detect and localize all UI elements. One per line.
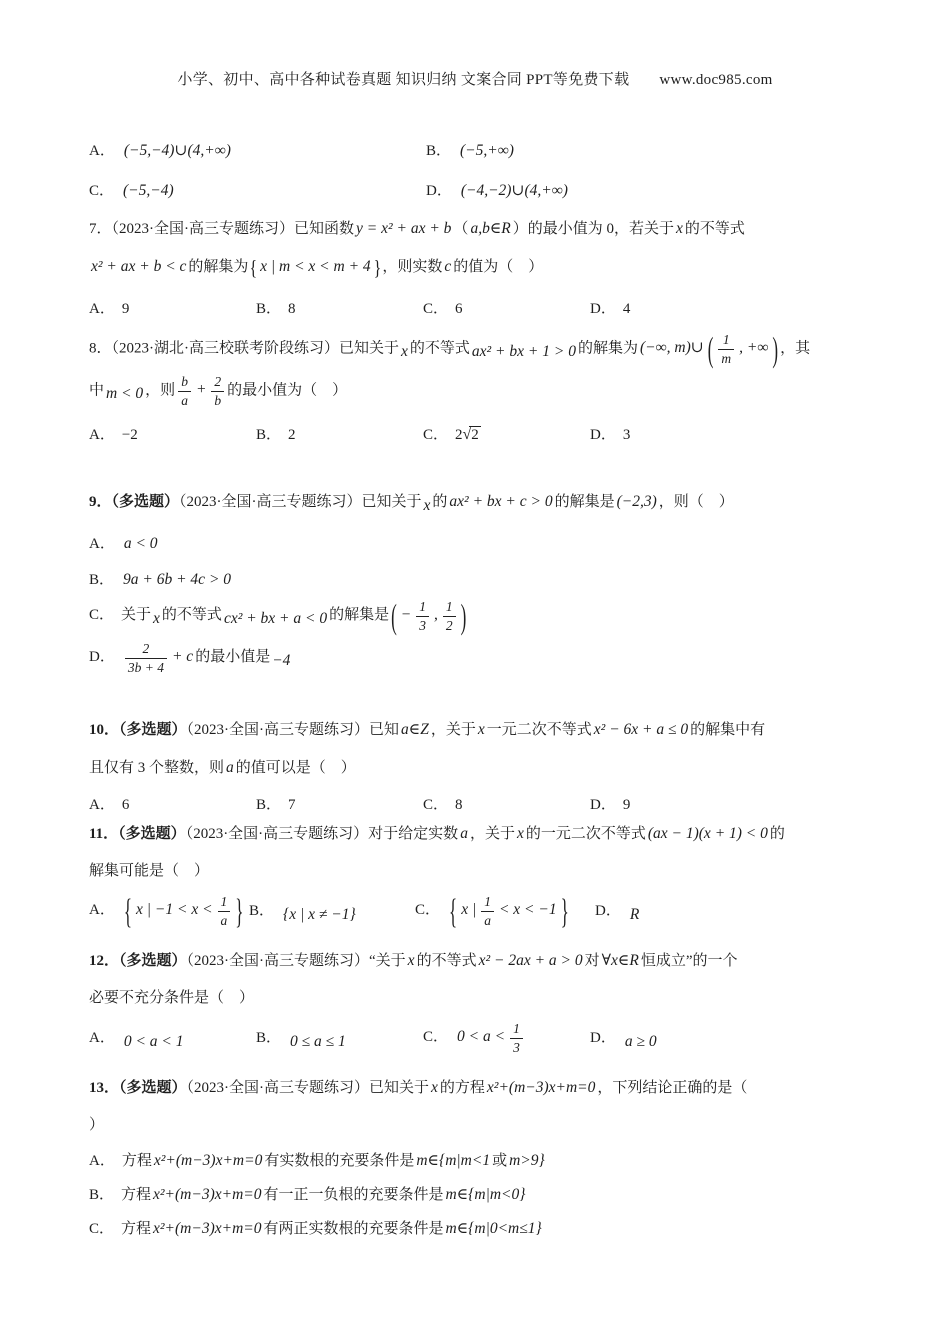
question-7-text-line-1	[89, 216, 874, 242]
big-delimiter: {	[123, 891, 133, 931]
text-segment: 的	[769, 826, 785, 842]
option-label: C．	[415, 902, 441, 919]
option-content	[623, 427, 631, 443]
question-7-option-d	[590, 297, 874, 322]
text-segment: （	[453, 221, 469, 237]
text-segment: −2	[121, 426, 138, 443]
question-13-text-line-1	[89, 1075, 874, 1101]
text-segment: （2023·全国·高三专题练习）“关于	[186, 953, 406, 969]
text-segment: 8	[288, 301, 296, 317]
question-13-text-line-2	[89, 1113, 874, 1138]
question-6-option-c	[89, 178, 426, 204]
math-segment: x	[676, 220, 683, 237]
math-segment: −4	[272, 652, 291, 670]
big-delimiter: }	[560, 891, 569, 931]
math-segment: 9a + 6b + 4c > 0	[123, 571, 232, 588]
text-segment: 方程	[121, 1187, 152, 1203]
question-12-option-grid	[89, 1021, 874, 1055]
option-content	[628, 903, 641, 923]
big-delimiter: (	[707, 329, 714, 369]
option-label: D．	[590, 426, 616, 443]
option-label: D．	[590, 797, 616, 813]
option-label: D．	[595, 903, 621, 919]
fraction-numerator: 1	[513, 1021, 520, 1036]
text-segment: ，下列结论正确的是（	[597, 1080, 748, 1096]
math-segment: x	[477, 721, 485, 738]
text-segment: 的解集为	[577, 340, 638, 357]
math-segment: m < 0	[106, 385, 144, 403]
big-delimiter: )	[772, 329, 779, 369]
option-label: A．	[89, 536, 115, 552]
math-segment: x² − 2ax + a > 0	[478, 952, 583, 969]
text-segment: 解集可能是（ ）	[89, 863, 210, 879]
math-segment: 0 < a <	[457, 1028, 506, 1046]
question-10	[89, 717, 874, 818]
text-segment: ，则	[145, 382, 176, 399]
question-9-option-a	[89, 531, 874, 557]
question-10-option-d	[590, 793, 874, 818]
text-segment: ，其	[780, 340, 811, 357]
math-segment: x	[407, 952, 415, 969]
option-content	[455, 1021, 526, 1055]
question-7-option-b	[256, 297, 423, 322]
math-segment: x²+(m−3)x+m=0	[153, 1152, 263, 1169]
text-segment: 7．（2023·全国·高三专题练习）已知函数	[89, 221, 354, 237]
big-delimiter: }	[235, 891, 244, 931]
fraction	[218, 894, 231, 928]
option-content	[122, 143, 233, 159]
option-content	[623, 797, 631, 813]
option-label: C．	[89, 1221, 115, 1237]
math-segment: −	[400, 606, 412, 624]
text-segment: ）	[89, 1117, 105, 1133]
text-segment: 9	[622, 797, 631, 813]
text-segment: 2	[288, 426, 296, 443]
text-segment: 6	[121, 797, 130, 813]
option-label: B．	[256, 797, 282, 813]
question-12-text-line-1	[89, 948, 874, 974]
question-11-option-grid	[89, 891, 874, 931]
option-content	[122, 891, 246, 931]
fraction-denominator: 2	[443, 616, 456, 634]
question-13-option-c	[89, 1216, 874, 1242]
math-segment: x²+(m−3)x+m=0	[486, 1079, 596, 1096]
option-content	[623, 301, 631, 317]
fraction-denominator: a	[481, 911, 494, 929]
bold-text-segment: 9．（多选题）	[89, 494, 180, 510]
math-segment: x | −1 < x <	[136, 901, 213, 919]
option-content	[288, 797, 296, 813]
question-8-option-d	[590, 423, 874, 448]
math-segment: x	[431, 1079, 438, 1096]
option-label: A．	[89, 1030, 115, 1046]
option-label: C．	[423, 1029, 449, 1046]
text-segment: 的最小值是	[195, 649, 271, 666]
question-12-text-line-2	[89, 986, 874, 1011]
math-segment: (−5,+∞)	[460, 142, 514, 159]
question-9-option-d	[89, 641, 874, 675]
question-11-option-c	[415, 891, 595, 931]
question-13	[89, 1075, 874, 1242]
option-label: C．	[423, 797, 449, 813]
text-segment: 8	[455, 797, 463, 813]
option-content	[455, 427, 481, 443]
math-segment: c	[444, 258, 452, 275]
option-label: C．	[89, 183, 115, 199]
math-segment: x	[401, 343, 408, 361]
fraction-denominator: 3	[416, 616, 429, 634]
option-label: B．	[256, 1030, 282, 1046]
fraction-denominator: 3	[510, 1038, 523, 1056]
text-segment: （2023·全国·高三专题练习）对于给定实数	[185, 826, 459, 842]
math-segment: x²+(m−3)x+m=0	[153, 1220, 262, 1237]
fraction	[211, 374, 224, 408]
math-segment: x |	[461, 901, 477, 919]
question-9-option-c	[89, 596, 874, 636]
text-segment: 4	[622, 301, 631, 317]
option-content	[288, 1030, 348, 1050]
math-segment: a,b∈R	[470, 220, 511, 237]
math-segment: x	[423, 497, 431, 514]
text-segment: 必要不充分条件是（ ）	[89, 990, 255, 1006]
header-title: 小学、初中、高中各种试卷真题 知识归纳 文案合同 PPT等免费下载	[177, 72, 630, 88]
text-segment: 8．（2023·湖北·高三校联考阶段练习）已知关于	[89, 340, 399, 357]
set-brace: {	[249, 257, 258, 280]
fraction-denominator: m	[718, 349, 734, 367]
question-12-option-b	[256, 1025, 423, 1051]
text-segment: 的不等式	[161, 607, 222, 624]
math-segment: x	[153, 610, 160, 628]
question-6-options	[89, 138, 874, 204]
text-segment: 2	[455, 427, 463, 443]
question-8	[89, 329, 874, 448]
question-12-option-d	[590, 1025, 874, 1051]
option-content	[455, 797, 463, 813]
option-content	[122, 1153, 547, 1169]
math-segment: x | m < x < m + 4	[260, 258, 371, 275]
question-12-option-a	[89, 1025, 256, 1051]
question-8-option-a	[89, 423, 256, 448]
radical-sign: √	[462, 426, 472, 443]
big-delimiter: )	[460, 596, 467, 636]
option-label: B．	[89, 572, 115, 588]
bold-text-segment: 13．（多选题）	[89, 1080, 187, 1096]
math-segment: 0 < a < 1	[123, 1033, 184, 1050]
big-delimiter: (	[391, 596, 397, 636]
text-segment: 的解集是	[329, 607, 390, 624]
question-8-text-line-1	[89, 329, 874, 369]
fraction-denominator: b	[211, 391, 224, 409]
option-content	[459, 183, 570, 199]
fraction-numerator: b	[181, 374, 188, 389]
fraction-numerator: 2	[214, 374, 222, 389]
option-content	[122, 641, 293, 675]
question-10-option-grid	[89, 793, 874, 818]
square-root	[463, 422, 481, 448]
option-content	[623, 1030, 659, 1050]
option-label: B．	[249, 903, 275, 919]
question-12	[89, 948, 874, 1055]
text-segment: 有实数根的充要条件是	[264, 1153, 415, 1169]
option-label: D．	[590, 301, 616, 317]
option-label: D．	[426, 183, 452, 199]
text-segment: 7	[288, 797, 296, 813]
fraction-numerator: 1	[445, 599, 453, 614]
text-segment: ，关于	[469, 826, 515, 842]
text-segment: 的值可以是（ ）	[235, 760, 356, 776]
set-brace: }	[373, 257, 382, 280]
question-6-option-a	[89, 138, 426, 164]
text-segment: （2023·全国·高三专题练习）已知	[186, 722, 400, 738]
option-content	[121, 1187, 527, 1203]
text-segment: （2023·全国·高三专题练习）已知关于	[179, 494, 422, 510]
question-11-option-b	[249, 898, 415, 924]
math-segment: {x | x ≠ −1}	[283, 906, 356, 923]
text-segment: 关于	[121, 607, 152, 624]
fraction	[416, 599, 429, 633]
math-segment: (−5,−4)∪(4,+∞)	[123, 142, 231, 159]
option-label: C．	[423, 427, 449, 443]
question-6-option-d	[426, 178, 874, 204]
math-segment: a ≥ 0	[624, 1033, 657, 1050]
math-segment: (−2,3)	[616, 493, 657, 510]
bold-text-segment: 10．（多选题）	[89, 722, 187, 738]
math-segment: < x < −1	[498, 901, 557, 919]
fraction-numerator: 1	[722, 332, 730, 347]
option-content	[122, 427, 138, 443]
math-segment: a	[226, 759, 234, 776]
text-segment: 的不等式	[409, 340, 470, 357]
text-segment: 恒成立”的一个	[640, 953, 738, 969]
question-8-text-line-2	[89, 374, 874, 408]
math-segment: (−5,−4)	[123, 182, 174, 199]
option-label: B．	[256, 426, 282, 443]
question-6-option-b	[426, 138, 874, 164]
text-segment: 有一正一负根的充要条件是	[263, 1187, 444, 1203]
option-label: C．	[89, 607, 115, 624]
question-9-text-line-1	[89, 489, 874, 515]
big-delimiter: {	[449, 891, 458, 931]
option-content	[122, 1030, 186, 1050]
option-label: D．	[590, 1030, 616, 1046]
option-label: A．	[89, 426, 115, 443]
question-11-option-d	[595, 898, 874, 924]
text-segment: 中	[89, 382, 105, 399]
question-10-option-b	[256, 793, 423, 818]
option-label: B．	[89, 1187, 115, 1203]
fraction-denominator: 3b + 4	[125, 658, 167, 676]
question-11-option-a	[89, 891, 249, 931]
fraction	[481, 894, 494, 928]
math-segment: x	[516, 825, 524, 842]
text-segment: 的最小值为（ ）	[227, 382, 348, 399]
text-segment: 的	[432, 494, 448, 510]
math-segment: ax² + bx + 1 > 0	[471, 343, 576, 361]
math-segment: m∈{m|m<0}	[445, 1186, 526, 1203]
question-10-text-line-2	[89, 755, 874, 781]
question-11-text-line-1	[89, 821, 874, 847]
question-8-option-grid	[89, 422, 874, 448]
text-segment: 6	[455, 301, 463, 317]
question-11	[89, 821, 874, 931]
math-segment: a < 0	[123, 535, 158, 552]
option-label: A．	[89, 902, 115, 919]
option-content	[122, 301, 130, 317]
option-content	[122, 536, 160, 552]
bold-text-segment: 12．（多选题）	[89, 953, 187, 969]
text-segment: 方程	[121, 1153, 152, 1169]
fraction	[125, 641, 167, 675]
text-segment: 的一元二次不等式	[525, 826, 646, 842]
math-segment: x² + ax + b < c	[91, 258, 187, 275]
option-label: D．	[89, 649, 115, 666]
math-segment: a	[460, 825, 468, 842]
bold-text-segment: 11．（多选题）	[89, 826, 186, 842]
math-segment: 0 ≤ a ≤ 1	[290, 1033, 346, 1050]
text-segment: 的值为（ ）	[453, 259, 544, 275]
math-segment: cx² + bx + a < 0	[223, 610, 328, 628]
question-8-option-b	[256, 423, 423, 448]
fraction-numerator: 1	[419, 599, 427, 614]
fraction	[443, 599, 456, 633]
text-segment: 9	[121, 301, 130, 317]
option-content	[288, 301, 296, 317]
text-segment: ，关于	[430, 722, 476, 738]
option-content	[447, 891, 571, 931]
question-10-option-a	[89, 793, 256, 818]
math-segment: R	[629, 906, 640, 923]
option-content	[281, 903, 358, 923]
math-segment: y = x² + ax + b	[356, 220, 452, 237]
option-label: A．	[89, 1153, 115, 1169]
text-segment: ）的最小值为 0，若关于	[512, 221, 675, 237]
fraction-numerator: 1	[484, 894, 491, 909]
math-segment: a∈Z	[401, 721, 429, 738]
question-7-option-grid	[89, 297, 874, 322]
math-segment: ∀x∈R	[601, 952, 639, 969]
text-segment: 的方程	[439, 1080, 485, 1096]
option-label: A．	[89, 797, 115, 813]
question-7-option-a	[89, 297, 256, 322]
text-segment: 或	[492, 1153, 508, 1169]
text-segment: （2023·全国·高三专题练习）已知关于	[186, 1080, 430, 1096]
math-segment: x²+(m−3)x+m=0	[153, 1186, 262, 1203]
text-segment: 一元二次不等式	[486, 722, 592, 738]
question-9-option-b	[89, 567, 874, 593]
question-10-text-line-1	[89, 717, 874, 743]
question-7-option-c	[423, 297, 590, 322]
question-7	[89, 216, 874, 322]
math-segment: m∈{m|0<m≤1}	[445, 1220, 542, 1237]
fraction	[718, 332, 734, 366]
fraction-numerator: 2	[142, 641, 150, 656]
text-segment: 且仅有 3 个整数，则	[89, 760, 225, 776]
question-7-text-line-2	[89, 254, 874, 281]
math-segment: m>9}	[509, 1152, 545, 1169]
question-11-text-line-2	[89, 859, 874, 884]
option-label: A．	[89, 301, 115, 317]
math-segment: (−4,−2)∪(4,+∞)	[460, 182, 568, 199]
text-segment: 3	[622, 426, 631, 443]
question-6-option-grid	[89, 138, 874, 204]
option-label: C．	[423, 301, 449, 317]
text-segment: 的解集为	[188, 259, 249, 275]
math-segment: + c	[171, 648, 194, 666]
option-content	[458, 143, 516, 159]
math-segment: ,	[434, 606, 438, 624]
text-segment: 的不等式	[416, 953, 477, 969]
fraction-numerator: 1	[220, 894, 228, 909]
fraction	[510, 1021, 523, 1055]
page-header	[0, 68, 950, 89]
radicand: 2	[471, 427, 479, 443]
option-content	[455, 301, 463, 317]
fraction	[178, 374, 191, 408]
text-segment: 有两正实数根的充要条件是	[263, 1221, 444, 1237]
math-segment: ax² + bx + c > 0	[449, 493, 553, 510]
math-segment: x² − 6x + a ≤ 0	[593, 721, 689, 738]
text-segment: ，则实数	[382, 259, 443, 275]
option-content	[122, 797, 130, 813]
text-segment: 对	[584, 953, 600, 969]
header-url: www.doc985.com	[659, 72, 773, 88]
text-segment: 方程	[121, 1221, 152, 1237]
option-content	[121, 596, 468, 636]
option-label: B．	[426, 143, 452, 159]
option-label: A．	[89, 143, 115, 159]
math-segment: m∈{m|m<1	[416, 1152, 491, 1169]
math-segment: (ax − 1)(x + 1) < 0	[647, 825, 768, 842]
question-13-option-a	[89, 1148, 874, 1174]
text-segment: 的不等式	[684, 221, 745, 237]
text-segment: 的解集中有	[690, 722, 766, 738]
fraction-denominator: a	[178, 391, 191, 409]
math-segment: , +∞	[739, 339, 769, 357]
option-content	[288, 427, 296, 443]
fraction-denominator: a	[218, 911, 231, 929]
option-content	[121, 183, 176, 199]
question-8-option-c	[423, 422, 590, 448]
question-9	[89, 489, 874, 675]
math-segment: (−∞, m)∪	[639, 339, 704, 357]
math-segment: +	[195, 381, 207, 399]
option-content	[121, 572, 233, 588]
text-segment: 的解集是	[554, 494, 615, 510]
question-10-option-c	[423, 793, 590, 818]
text-segment: ，则（ ）	[658, 494, 734, 510]
option-content	[121, 1221, 544, 1237]
option-label: B．	[256, 301, 282, 317]
question-12-option-c	[423, 1021, 590, 1055]
question-13-option-b	[89, 1182, 874, 1208]
